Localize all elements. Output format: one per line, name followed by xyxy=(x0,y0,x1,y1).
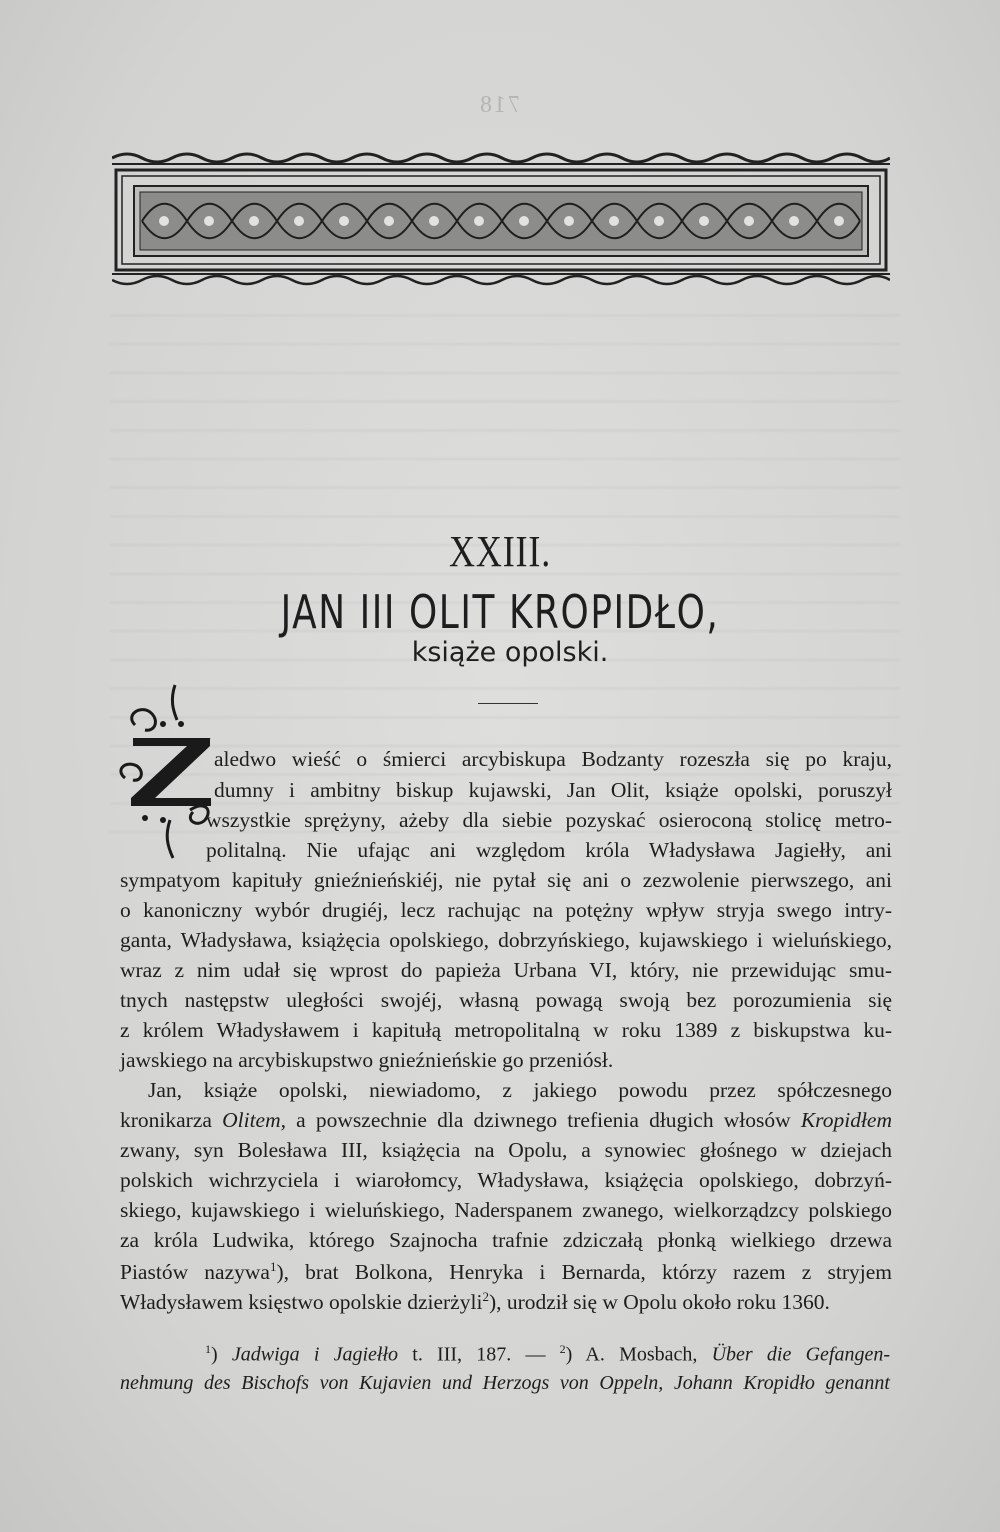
body-line-9: tnych następstw uległości swojéj, własną powagą swoją bez porozumienia się xyxy=(120,988,892,1012)
para2-line-5: skiego, kujawskiego i wieluńskiego, Naderspanem zwanego, wielkorządzcy polskiego xyxy=(120,1198,892,1222)
para2-line-2: kronikarza Olitem, a powszechnie dla dziwnego trefienia długich włosów Kropidłem xyxy=(120,1108,892,1132)
chapter-number: XXIII. xyxy=(448,527,552,576)
ornamental-headpiece xyxy=(112,150,890,290)
chapter-subtitle: książe opolski. xyxy=(411,637,609,668)
footnote-line-1: $^1$) Jadwiga i Jagiełło t. III, 187. — $^2$) A. Mosbach, Über die Gefangen- xyxy=(205,1342,890,1366)
footnote-ref-1: 1 xyxy=(269,1259,277,1274)
body-line-3: wszystkie sprężyny, ażeby dla siebie pozyskać osieroconą stolicę metro- xyxy=(206,808,892,832)
body-line-4: politalną. Nie ufając ani względom króla Władysława Jagiełły, ani xyxy=(206,838,892,862)
body-line-5: sympatyom kapituły gnieźnieńskiéj, nie pytał się ani o zezwolenie pierwszego, ani xyxy=(120,868,892,892)
body-line-1: aledwo wieść o śmierci arcybiskupa Bodzanty rozeszła się po kraju, xyxy=(214,747,892,771)
body-line-2: dumny i ambitny biskup kujawski, Jan Olit, książe opolski, poruszył xyxy=(214,778,892,802)
decorated-initial-z xyxy=(115,680,215,860)
para2-line-3: zwany, syn Bolesława III, książęcia na Opolu, a synowiec głośnego w dziejach xyxy=(120,1138,892,1162)
body-line-7: ganta, Władysława, książęcia opolskiego, dobrzyńskiego, kujawskiego i wieluńskiego, xyxy=(120,928,892,952)
para2-line-1: Jan, książe opolski, niewiadomo, z jakiego powodu przez spółczesnego xyxy=(148,1078,892,1102)
para2-line-8: Władysławem księstwo opolskie dzierżyli$^2$), urodził się w Opolu około roku 1360. xyxy=(120,1289,830,1315)
footnote-ref-2: 2 xyxy=(482,1289,489,1304)
body-line-6: o kanoniczny wybór drugiéj, lecz rachując na potężny wpływ stryja swego intry- xyxy=(120,898,892,922)
bleed-through-page-number: 718 xyxy=(478,92,520,118)
para2-line-6: za króla Ludwika, którego Szajnocha trafnie zdziczałą płonką wielkiego drzewa xyxy=(120,1228,892,1252)
footnote-line-2: nehmung des Bischofs von Kujavien und Herzogs von Oppeln, Johann Kropidło genannt xyxy=(120,1372,890,1394)
body-line-10: z królem Władysławem i kapitułą metropolitalną w roku 1389 z biskupstwa ku- xyxy=(120,1018,892,1042)
para2-line-7: Piastów nazywa$^1$), brat Bolkona, Henryka i Bernarda, którzy razem z stryjem xyxy=(120,1259,892,1285)
para2-line-4: polskich wichrzyciela i wiarołomcy, Władysława, książęcia opolskiego, dobrzyń- xyxy=(120,1168,892,1192)
body-line-11: jawskiego na arcybiskupstwo gnieźnieńskie go przeniósł. xyxy=(120,1048,614,1072)
chapter-title: JAN III OLIT KROPIDŁO, xyxy=(280,585,720,639)
body-line-8: wraz z nim udał się wprost do papieża Urbana VI, który, nie przewidując smu- xyxy=(120,958,892,982)
title-rule xyxy=(478,703,538,704)
